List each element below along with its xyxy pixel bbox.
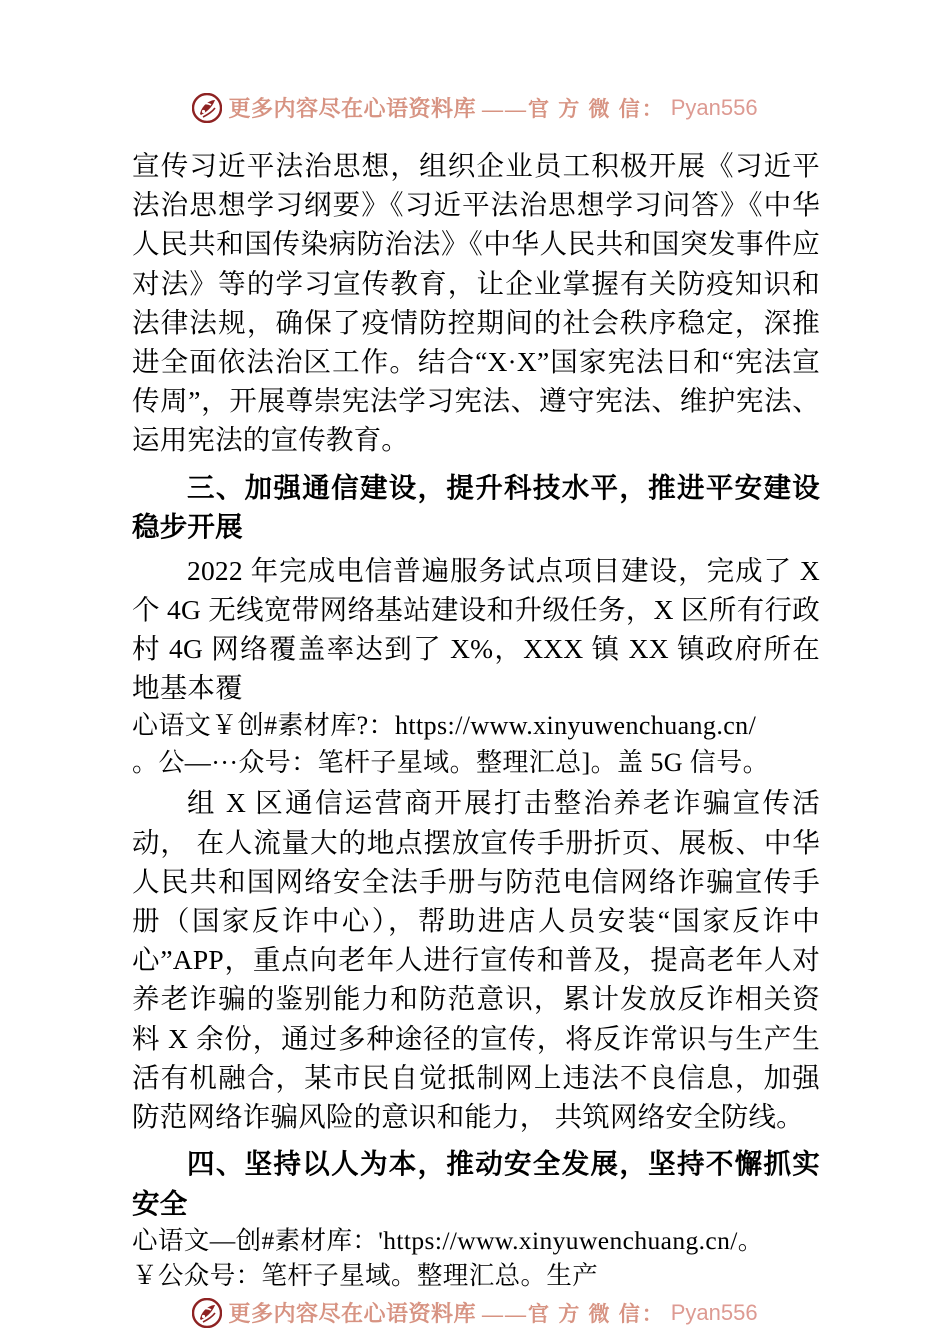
watermark-url-line: 。公—···众号：笔杆子星域。整理汇总]。盖 5G 信号。	[132, 748, 770, 778]
watermark-main-text: 更多内容尽在心语资料库	[228, 1301, 476, 1326]
section-heading-three: 三、加强通信建设，提升科技水平，推进平安建设稳步开展	[132, 471, 820, 543]
circular-emblem-logo-icon	[192, 93, 222, 123]
section-heading-four: 四、坚持以人为本，推动安全发展，坚持不懈抓实安全	[132, 1148, 820, 1219]
watermark-main-text: 更多内容尽在心语资料库	[228, 96, 476, 121]
watermark-url-line: 心语文—创#素材库：'https://www.xinyuwenchuang.cn/。	[132, 1226, 764, 1256]
watermark-header	[0, 92, 950, 123]
watermark-label-text: ——官 方 微 信：	[481, 1301, 665, 1326]
watermark-url-line: ￥公众号：笔杆子星域。整理汇总。生产	[132, 1261, 599, 1291]
circular-emblem-logo-icon	[192, 1298, 222, 1328]
paragraph-block: 宣传习近平法治思想，组织企业员工积极开展《习近平法治思想学习纲要》《习近平法治思想学习问答》《中华人民共和国传染病防治法》《中华人民共和国突发事件应对法》等的学习宣传教育，让企业掌握有关防疫知识和法律法规，确保了疫情防控期间的社会秩序稳定，深推进全面依法治区工作。结合“X·X”国家宪法日和“宪法宣传周”，开展尊崇宪法学习宪法、遵守宪法、维护宪法、运用宪法的宣传教育。	[132, 150, 820, 456]
watermark-wechat-code: Pyan556	[670, 94, 758, 120]
document-body	[132, 146, 820, 1293]
watermark-label-text: ——官 方 微 信：	[481, 96, 665, 121]
watermark-wechat-code: Pyan556	[670, 1299, 758, 1325]
paragraph-block: 2022 年完成电信普遍服务试点项目建设，完成了 X 个 4G 无线宽带网络基站建设和升级任务，X 区所有行政村 4G 网络覆盖率达到了 X%，XXX 镇 XX 镇政府所在地基本覆	[132, 554, 820, 704]
paragraph-block: 组 X 区通信运营商开展打击整治养老诈骗宣传活动， 在人流量大的地点摆放宣传手册折页、展板、中华人民共和国网络安全法手册与防范电信网络诈骗宣传手册（国家反诈中心），帮助进店人员安装“国家反诈中心”APP，重点向老年人进行宣传和普及，提高老年人对养老诈骗的鉴别能力和防范意识，累计发放反诈相关资料 X 余份，通过多种途径的宣传，将反诈常识与生产生活有机融合，某市民自觉抵制网上违法不良信息，加强防范网络诈骗风险的意识和能力， 共筑网络安全防线。	[132, 787, 820, 1133]
watermark-url-line: 心语文￥创#素材库?：https://www.xinyuwenchuang.cn/	[132, 711, 757, 741]
watermark-footer	[0, 1297, 950, 1328]
